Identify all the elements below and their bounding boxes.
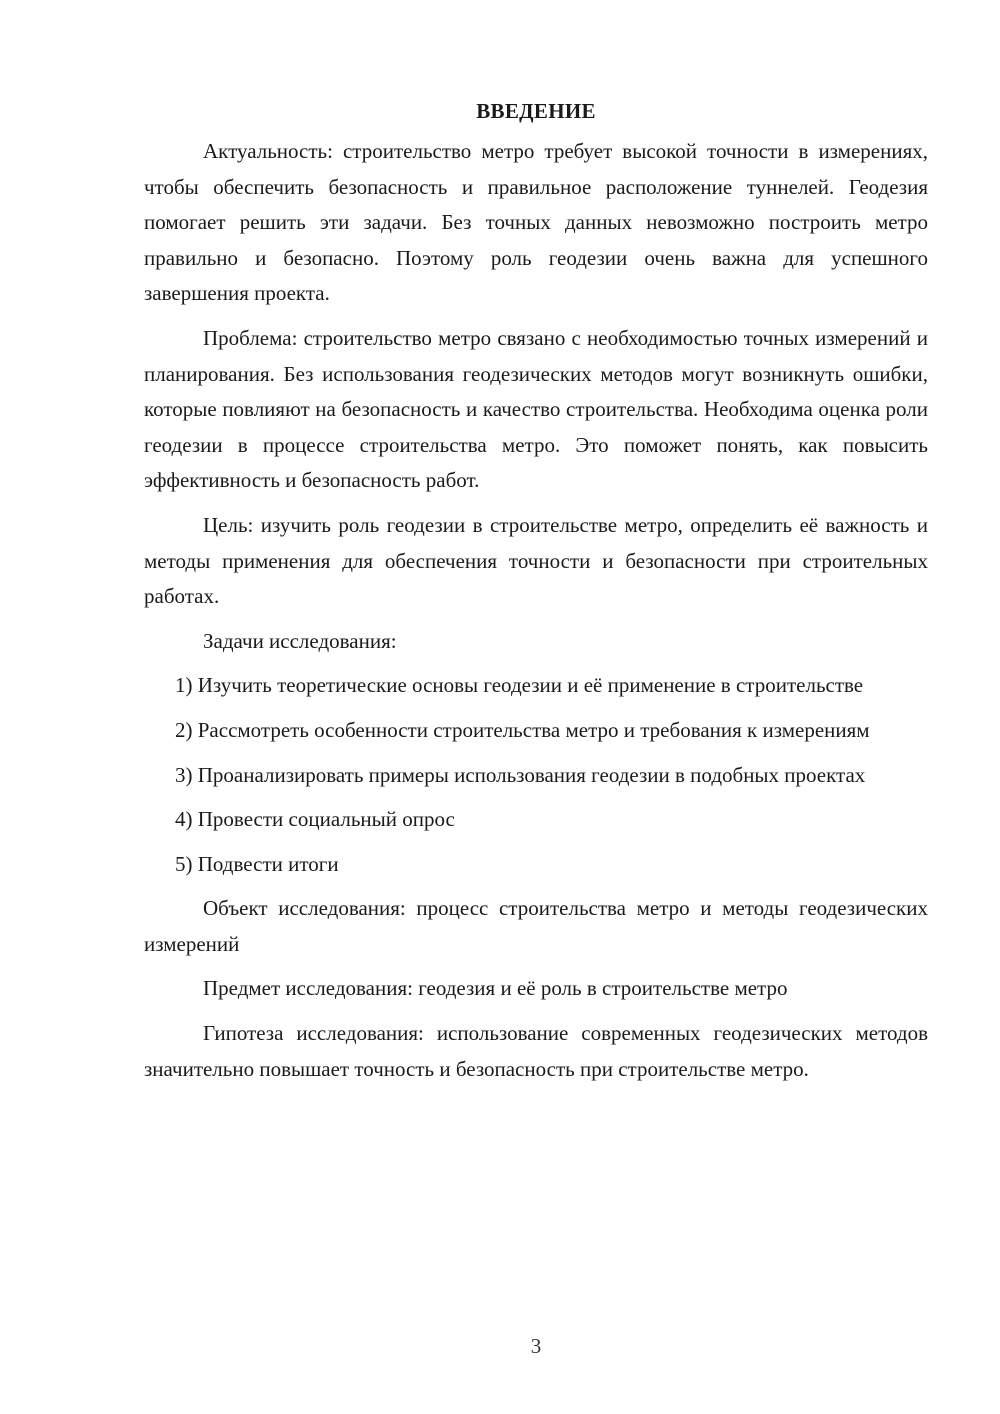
problem-paragraph: Проблема: строительство метро связано с необходимостью точных измерений и планирования. Без использования геодезических методов могут возникнуть ошибки, которые повлияют на безопасность и качество строительства. Необходима оценка роли геодезии в процессе строительства метро. Это поможет понять, как повысить эффективность и безопасность работ. — [144, 325, 928, 493]
list-item: 1) Изучить теоретические основы геодезии и её применение в строительстве — [175, 673, 864, 698]
relevance-paragraph: Актуальность: строительство метро требует высокой точности в измерениях, чтобы обеспечить безопасность и правильное расположение туннелей. Геодезия помогает решить эти задачи. Без точных данных невозможно построить метро правильно и безопасно. Поэтому роль геодезии очень важна для успешного завершения проекта. — [144, 139, 928, 306]
section-title: ВВЕДЕНИЕ — [476, 99, 596, 123]
list-item: 2) Рассмотреть особенности строительства метро и требования к измерениям — [175, 717, 870, 742]
document-page — [144, 96, 928, 1096]
subject-paragraph: Предмет исследования: геодезия и её роль в строительстве метро — [203, 976, 788, 1001]
hypothesis-paragraph: Гипотеза исследования: использование современных геодезических методов значительно повышает точность и безопасность при строительстве метро. — [144, 1021, 928, 1081]
list-item: 3) Проанализировать примеры использования геодезии в подобных проектах — [175, 762, 866, 787]
object-paragraph: Объект исследования: процесс строительства метро и методы геодезических измерений — [144, 896, 928, 956]
list-item: 4) Провести социальный опрос — [175, 807, 455, 832]
page-number: 3 — [530, 1334, 542, 1358]
tasks-list — [144, 668, 928, 882]
list-item: 5) Подвести итоги — [175, 851, 339, 876]
tasks-heading: Задачи исследования: — [203, 628, 397, 653]
goal-paragraph: Цель: изучить роль геодезии в строительстве метро, определить её важность и методы применения для обеспечения точности и безопасности при строительных работах. — [144, 512, 928, 609]
